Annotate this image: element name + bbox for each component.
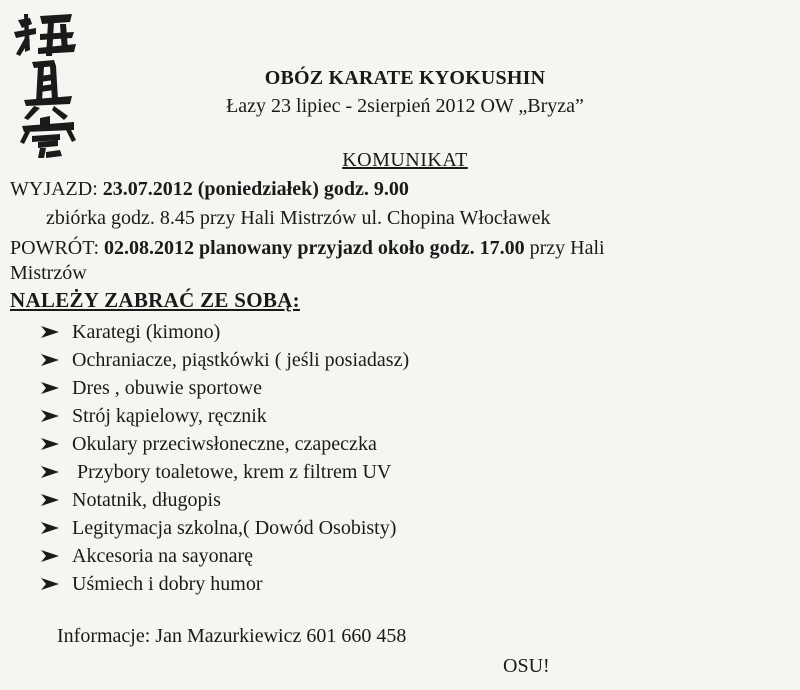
contact-info: Informacje: Jan Mazurkiewicz 601 660 458: [57, 625, 407, 647]
list-item-label: Legitymacja szkolna,( Dowód Osobisty): [72, 516, 397, 539]
list-item-label: Okulary przeciwsłoneczne, czapeczka: [72, 432, 377, 455]
arrow-bullet-icon: [40, 381, 60, 395]
section-heading-komunikat: KOMUNIKAT: [342, 149, 468, 171]
list-item: [40, 486, 409, 514]
list-item: [40, 430, 409, 458]
arrow-bullet-icon: [40, 549, 60, 563]
arrow-bullet-icon: [40, 325, 60, 339]
return-label: POWRÓT:: [10, 237, 105, 259]
arrow-bullet-icon: [40, 493, 60, 507]
departure-label: WYJAZD:: [10, 178, 103, 200]
list-item-label: Strój kąpielowy, ręcznik: [72, 404, 267, 427]
list-item: [40, 374, 409, 402]
checklist-title: NALEŻY ZABRAĆ ZE SOBĄ:: [10, 288, 300, 312]
list-item: [40, 542, 409, 570]
return-value: 02.08.2012 planowany przyjazd około godz. 17.00: [104, 237, 525, 259]
return-suffix: przy Hali: [524, 237, 605, 259]
list-item-label: Akcesoria na sayonarę: [72, 544, 254, 567]
list-item-label: Karategi (kimono): [72, 320, 221, 343]
list-item: [40, 514, 409, 542]
arrow-bullet-icon: [40, 577, 60, 591]
list-item: [40, 570, 409, 598]
return-line: [10, 237, 605, 260]
list-item: [40, 346, 409, 374]
page-subtitle: Łazy 23 lipiec - 2sierpień 2012 OW „Bryza”: [226, 95, 584, 117]
arrow-bullet-icon: [40, 437, 60, 451]
closing-greeting: OSU!: [503, 655, 550, 677]
arrow-bullet-icon: [40, 521, 60, 535]
list-item-label: Uśmiech i dobry humor: [72, 572, 263, 595]
departure-value: 23.07.2012 (poniedziałek) godz. 9.00: [102, 178, 409, 200]
meeting-line: zbiórka godz. 8.45 przy Hali Mistrzów ul. Chopina Włocławek: [46, 207, 551, 229]
page-title: OBÓZ KARATE KYOKUSHIN: [264, 67, 546, 89]
return-continuation: Mistrzów: [10, 262, 87, 284]
arrow-bullet-icon: [40, 353, 60, 367]
list-item-label: Przybory toaletowe, krem z filtrem UV: [72, 460, 392, 483]
arrow-bullet-icon: [40, 465, 60, 479]
list-item: [40, 402, 409, 430]
list-item: [40, 458, 409, 486]
list-item: [40, 318, 409, 346]
departure-line: [10, 178, 409, 201]
checklist: [40, 318, 409, 598]
list-item-label: Notatnik, długopis: [72, 488, 221, 511]
list-item-label: Dres , obuwie sportowe: [72, 376, 262, 399]
arrow-bullet-icon: [40, 409, 60, 423]
list-item-label: Ochraniacze, piąstkówki ( jeśli posiadasz): [72, 348, 410, 371]
